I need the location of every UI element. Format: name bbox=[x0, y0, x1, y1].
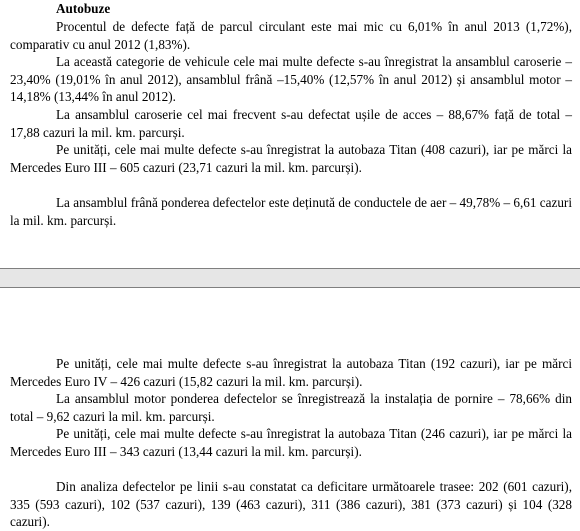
paragraph-brake-air-lines: La ansamblul frână ponderea defectelor este deținută de conductele de aer – 49,78% – 6,61 cazuri la mil. km. parcurși. bbox=[10, 194, 572, 228]
section-heading: Autobuze bbox=[56, 1, 111, 16]
paragraph-defect-percentage: Procentul de defecte față de parcul circulant este mai mic cu 6,01% în anul 2013 (1,72%), comparativ cu anul 2012 (1,83%). bbox=[10, 19, 572, 52]
page-top-content bbox=[10, 0, 572, 229]
paragraph-deficient-routes: Din analiza defectelor pe linii s-au constatat ca deficitare următoarele trasee: 202 (601 cazuri), 335 (593 cazuri), 102 (537 cazuri), 139 (463 cazuri), 311 (386 cazuri), 381 (373 cazuri) și 104 (328 cazuri). bbox=[10, 479, 572, 530]
paragraph-units-brake: Pe unități, cele mai multe defecte s-au înregistrat la autobaza Titan (192 cazuri), iar pe mărci Mercedes Euro IV – 426 cazuri (15,82 cazuri la mil. km. parcurși). bbox=[10, 356, 572, 389]
page-bottom bbox=[0, 288, 580, 530]
paragraph-units-engine: Pe unități, cele mai multe defecte s-au înregistrat la autobaza Titan (246 cazuri), iar pe mărci la Mercedes Euro III – 343 cazuri (13,44 cazuri la mil. km. parcurși). bbox=[10, 426, 572, 459]
paragraph-spacer bbox=[10, 176, 572, 194]
page-break bbox=[0, 268, 580, 288]
paragraph-body-doors: La ansamblul caroserie cel mai frecvent s-au defectat ușile de acces – 88,67% față de total – 17,88 cazuri la mil. km. parcurși. bbox=[10, 106, 572, 140]
paragraph-assembly-breakdown: La această categorie de vehicule cele mai multe defecte s-au înregistrat la ansamblul caroserie – 23,40% (19,01% în anul 2012), ansamblul frână –15,40% (12,57% în anul 2012) și ansamblul motor – 14,18% (13,44% în anul 2012). bbox=[10, 54, 572, 105]
paragraph-engine-starter: La ansamblul motor ponderea defectelor se înregistrează la instalația de pornire – 78,66% din total – 9,62 cazuri la mil. km. parcurși. bbox=[10, 391, 572, 424]
paragraph-units-body: Pe unități, cele mai multe defecte s-au înregistrat la autobaza Titan (408 cazuri), iar pe mărci la Mercedes Euro III – 605 cazuri (23,71 cazuri la mil. km. parcurși). bbox=[10, 142, 572, 175]
paragraph-spacer bbox=[10, 461, 572, 479]
page-bottom-content bbox=[10, 355, 572, 531]
